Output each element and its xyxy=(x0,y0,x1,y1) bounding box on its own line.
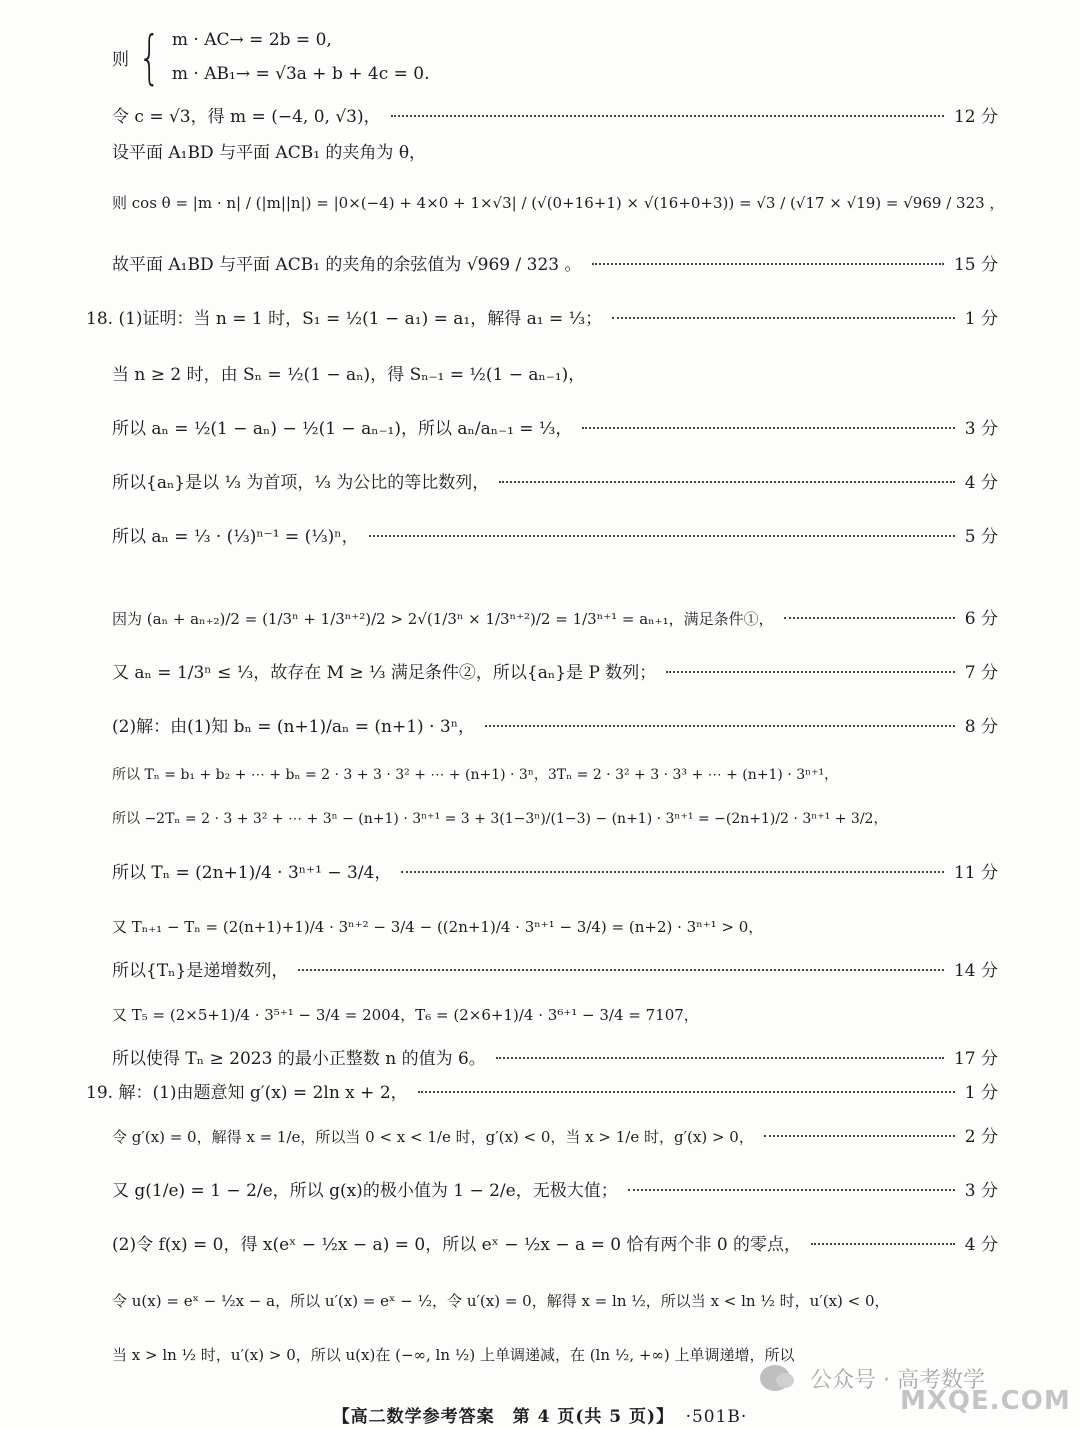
footer-title: 【高二数学参考答案 第 4 页(共 5 页)】 xyxy=(332,1407,666,1427)
score-label: 5 分 xyxy=(964,527,998,547)
solution-line: 所以 aₙ = ½(1 − aₙ) − ½(1 − aₙ₋₁)，所以 aₙ/aₙ₋₁ = ⅓， 3 分 xyxy=(112,419,998,439)
page-footer xyxy=(0,1402,1080,1427)
score-label: 11 分 xyxy=(953,863,998,883)
equation-system xyxy=(112,23,430,91)
solution-line: 故平面 A₁BD 与平面 ACB₁ 的夹角的余弦值为 √969 / 323 。 15 分 xyxy=(112,255,998,275)
solution-line: 设平面 A₁BD 与平面 ACB₁ 的夹角为 θ， xyxy=(112,143,427,163)
solution-line: 令 g′(x) = 0，解得 x = 1/e，所以当 0 < x < 1/e 时，g′(x) < 0，当 x > 1/e 时，g′(x) > 0， 2 分 xyxy=(112,1127,998,1147)
score-label: 3 分 xyxy=(964,419,998,439)
solution-line: 所以 −2Tₙ = 2 · 3 + 3² + ⋯ + 3ⁿ − (n+1) · 3ⁿ⁺¹ = 3 + 3(1−3ⁿ)/(1−3) − (n+1) · 3ⁿ⁺¹ = −(2n+1)/2 · 3ⁿ⁺¹ + 3/2， xyxy=(112,811,888,827)
score-label: 3 分 xyxy=(964,1181,998,1201)
brace-prefix: 则 xyxy=(112,49,129,70)
solution-line: 所以{aₙ}是以 ⅓ 为首项，⅓ 为公比的等比数列， 4 分 xyxy=(112,473,998,493)
solution-line: 因为 (aₙ + aₙ₊₂)/2 = (1/3ⁿ + 1/3ⁿ⁺²)/2 > 2√(1/3ⁿ × 1/3ⁿ⁺²)/2 = 1/3ⁿ⁺¹ = aₙ₊₁，满足条件①， 6 分 xyxy=(112,609,998,629)
solution-line: 又 g(1/e) = 1 − 2/e，所以 g(x)的极小值为 1 − 2/e，无极大值； 3 分 xyxy=(112,1181,998,1201)
watermark-name: 公众号 · 高考数学 xyxy=(810,1367,985,1393)
equation-line-1: m · AC→ = 2b = 0, xyxy=(171,30,332,50)
left-brace-icon: { xyxy=(138,23,161,91)
solution-line: 所以使得 Tₙ ≥ 2023 的最小正整数 n 的值为 6。 17 分 xyxy=(112,1049,998,1069)
solution-line: 令 c = √3，得 m = (−4, 0, √3)， 12 分 xyxy=(112,107,998,127)
footer-code: ·501B· xyxy=(685,1407,748,1427)
score-label: 14 分 xyxy=(953,961,998,981)
solution-line: 所以{Tₙ}是递增数列， 14 分 xyxy=(112,961,998,981)
solution-line: (2)令 f(x) = 0，得 x(eˣ − ½x − a) = 0，所以 eˣ − ½x − a = 0 恰有两个非 0 的零点， 4 分 xyxy=(112,1235,998,1255)
score-label: 4 分 xyxy=(964,1235,998,1255)
score-label: 6 分 xyxy=(964,609,998,629)
solution-line: 18. (1)证明：当 n = 1 时，S₁ = ½(1 − a₁) = a₁，解得 a₁ = ⅓； 1 分 xyxy=(86,309,998,329)
score-label: 1 分 xyxy=(964,1083,998,1103)
solution-line: 当 x > ln ½ 时，u′(x) > 0，所以 u(x)在 (−∞, ln ½) 上单调递减，在 (ln ½, +∞) 上单调递增，所以 xyxy=(112,1346,795,1364)
wechat-icon xyxy=(760,1365,790,1391)
solution-line: 当 n ≥ 2 时，由 Sₙ = ½(1 − aₙ)，得 Sₙ₋₁ = ½(1 − aₙ₋₁)， xyxy=(112,365,586,385)
score-label: 12 分 xyxy=(953,107,998,127)
score-label: 2 分 xyxy=(964,1127,998,1147)
solution-line: 所以 Tₙ = b₁ + b₂ + ⋯ + bₙ = 2 · 3 + 3 · 3² + ⋯ + (n+1) · 3ⁿ，3Tₙ = 2 · 3² + 3 · 3³ + ⋯ + (n+1) · 3ⁿ⁺¹， xyxy=(112,767,839,783)
solution-line: 所以 aₙ = ⅓ · (⅓)ⁿ⁻¹ = (⅓)ⁿ， 5 分 xyxy=(112,527,998,547)
score-label: 8 分 xyxy=(964,717,998,737)
solution-line: 又 aₙ = 1/3ⁿ ≤ ⅓，故存在 M ≥ ⅓ 满足条件②，所以{aₙ}是 P 数列； 7 分 xyxy=(112,663,998,683)
solution-line: 又 T₅ = (2×5+1)/4 · 3⁵⁺¹ − 3/4 = 2004，T₆ = (2×6+1)/4 · 3⁶⁺¹ − 3/4 = 7107， xyxy=(112,1006,699,1024)
score-label: 1 分 xyxy=(964,309,998,329)
solution-line: 又 Tₙ₊₁ − Tₙ = (2(n+1)+1)/4 · 3ⁿ⁺² − 3/4 − ((2n+1)/4 · 3ⁿ⁺¹ − 3/4) = (n+2) · 3ⁿ⁺¹ > 0， xyxy=(112,918,764,936)
score-label: 17 分 xyxy=(953,1049,998,1069)
score-label: 7 分 xyxy=(964,663,998,683)
watermark-site: MXQE.COM xyxy=(900,1386,1071,1416)
solution-line: 所以 Tₙ = (2n+1)/4 · 3ⁿ⁺¹ − 3/4， 11 分 xyxy=(112,863,998,883)
solution-line: 令 u(x) = eˣ − ½x − a，所以 u′(x) = eˣ − ½，令 u′(x) = 0，解得 x = ln ½，所以当 x < ln ½ 时，u′(x) < 0， xyxy=(112,1292,890,1310)
solution-line: 则 cos θ = |m · n| / (|m||n|) = |0×(−4) + 4×0 + 1×√3| / (√(0+16+1) × √(16+0+3)) = √3 / (√17 × √19) = √969 / 323 ， xyxy=(112,194,1005,212)
solution-line: 19. 解：(1)由题意知 g′(x) = 2ln x + 2， 1 分 xyxy=(86,1083,998,1103)
solution-line: (2)解：由(1)知 bₙ = (n+1)/aₙ = (n+1) · 3ⁿ， 8 分 xyxy=(112,717,998,737)
score-label: 4 分 xyxy=(964,473,998,493)
score-label: 15 分 xyxy=(953,255,998,275)
equation-line-2: m · AB₁→ = √3a + b + 4c = 0. xyxy=(171,64,430,84)
